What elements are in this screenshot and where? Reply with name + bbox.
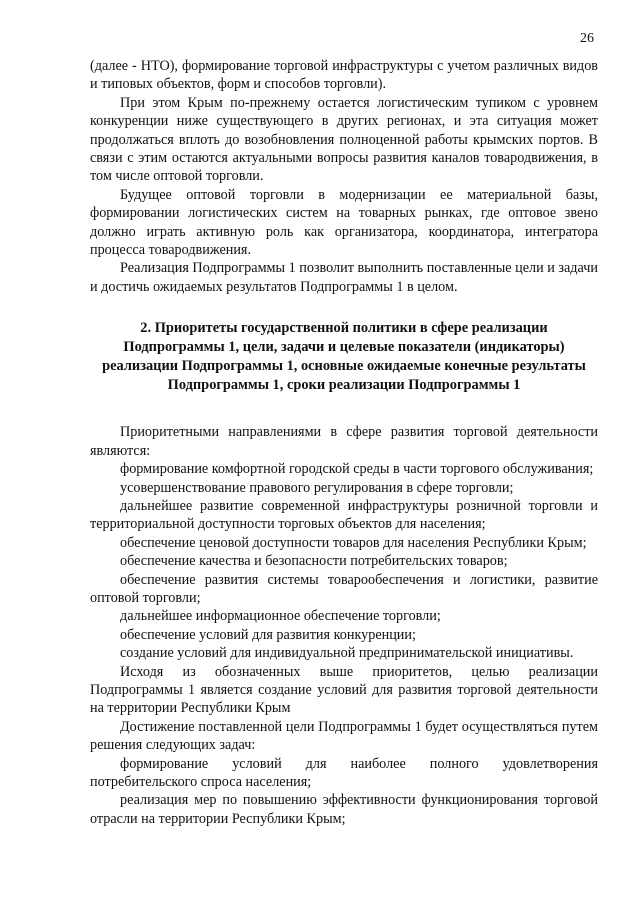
paragraph: Достижение поставленной цели Подпрограммы 1 будет осуществляться путем решения следующих задач: xyxy=(90,718,598,754)
page-number: 26 xyxy=(580,31,594,46)
list-item: формирование комфортной городской среды в части торгового обслуживания; xyxy=(120,461,594,478)
paragraph: Приоритетными направлениями в сфере развития торговой деятельности являются: xyxy=(90,424,598,459)
list-item: формирование условий для наиболее полного удовлетворения потребительского спроса населения; xyxy=(90,755,598,790)
section-heading: 2. Приоритеты государственной политики в сфере реализации Подпрограммы 1, цели, задачи и целевые показатели (индикаторы) реализации Подпрограммы 1, основные ожидаемые конечные результаты Подпрограммы 1, сроки реализации Подпрограммы 1 xyxy=(102,320,586,394)
document-body xyxy=(90,57,598,828)
list-item: усовершенствование правового регулирования в сфере торговли; xyxy=(120,479,514,496)
list-item: обеспечение ценовой доступности товаров для населения Республики Крым; xyxy=(120,534,587,551)
list-item: обеспечение развития системы товарообеспечения и логистики, развитие оптовой торговли; xyxy=(90,571,598,606)
paragraph: Реализация Подпрограммы 1 позволит выполнить поставленные цели и задачи и достичь ожидаемых результатов Подпрограммы 1 в целом. xyxy=(90,260,598,295)
list-item: дальнейшее информационное обеспечение торговли; xyxy=(120,608,441,625)
paragraph: Будущее оптовой торговли в модернизации ее материальной базы, формировании логистических систем на товарных рынках, где оптовое звено должно играть активную роль как организатора, координатора, интегратора процесса товародвижения. xyxy=(90,186,598,259)
list-item: обеспечение качества и безопасности потребительских товаров; xyxy=(120,553,508,570)
list-item: создание условий для индивидуальной предпринимательской инициативы. xyxy=(120,645,574,662)
list-item: дальнейшее развитие современной инфраструктуры розничной торговли и территориальной доступности торговых объектов для населения; xyxy=(90,497,598,533)
list-item: реализация мер по повышению эффективности функционирования торговой отрасли на территории Республики Крым; xyxy=(90,792,598,827)
paragraph: При этом Крым по-прежнему остается логистическим тупиком с уровнем конкуренции ниже существующего в других регионах, и эта ситуация может продолжаться вплоть до возобновления полноценной работы крымских портов. В связи с этим остаются актуальными вопросы развития каналов товародвижения, в том числе оптовой торговли. xyxy=(90,94,598,185)
paragraph: (далее - НТО), формирование торговой инфраструктуры с учетом различных видов и типовых объектов, форм и способов торговли). xyxy=(90,58,598,93)
list-item: обеспечение условий для развития конкуренции; xyxy=(120,626,416,643)
paragraph: Исходя из обозначенных выше приоритетов, целью реализации Подпрограммы 1 является создание условий для развития торговой деятельности на территории Республики Крым xyxy=(90,663,598,717)
